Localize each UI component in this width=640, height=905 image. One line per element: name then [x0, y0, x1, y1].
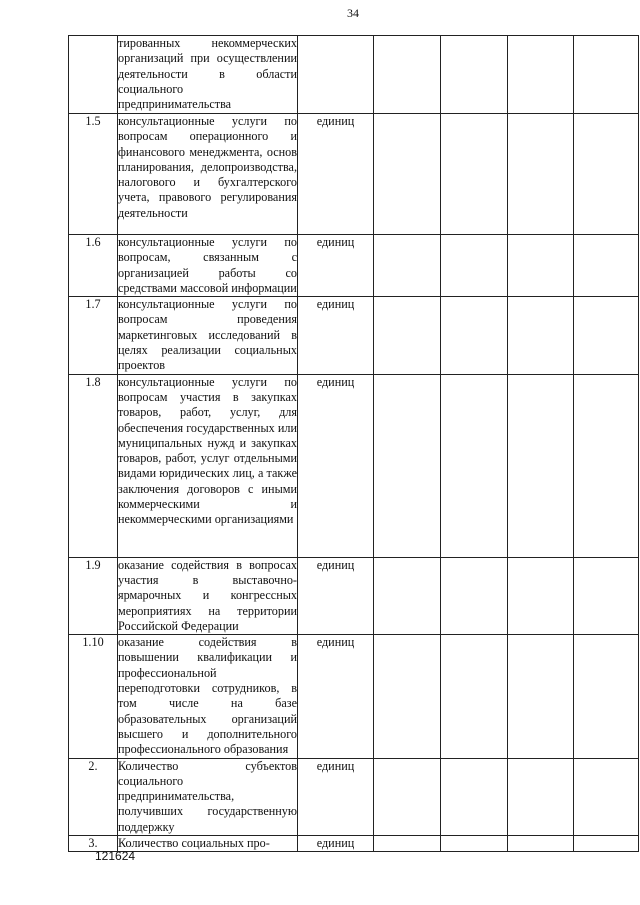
empty-cell: [574, 297, 639, 374]
empty-cell: [374, 836, 441, 852]
table-row: [69, 235, 639, 297]
data-table: [68, 35, 639, 852]
empty-cell: [574, 758, 639, 835]
row-unit: единиц: [298, 114, 374, 235]
table-row: [69, 374, 639, 557]
row-description: Количество социальных про-: [118, 836, 298, 852]
table-row: [69, 36, 639, 114]
table-row: [69, 114, 639, 235]
empty-cell: [574, 36, 639, 114]
row-number: 1.10: [69, 635, 118, 758]
empty-cell: [374, 374, 441, 557]
empty-cell: [574, 635, 639, 758]
empty-cell: [441, 235, 508, 297]
empty-cell: [508, 114, 574, 235]
row-unit: единиц: [298, 836, 374, 852]
row-description: консультационные услуги по вопросам проведения маркетинговых исследований в целях реализации социальных проектов: [118, 297, 297, 373]
row-unit: единиц: [298, 297, 374, 374]
empty-cell: [508, 374, 574, 557]
table-row: [69, 758, 639, 835]
row-description: оказание содействия в повышении квалификации и профессиональной переподготовки сотрудников, в том числе на базе образовательных организаций высшего и дополнительного профессионального образования: [118, 635, 297, 757]
document-code: 121624: [95, 849, 136, 863]
empty-cell: [374, 297, 441, 374]
empty-cell: [508, 635, 574, 758]
table-row: [69, 297, 639, 374]
empty-cell: [441, 836, 508, 852]
row-unit: единиц: [298, 235, 374, 297]
empty-cell: [441, 114, 508, 235]
row-unit: единиц: [298, 635, 374, 758]
row-description: консультационные услуги по вопросам, связанным с организацией работы со средствами массовой информации: [118, 235, 297, 295]
row-number: 1.6: [69, 235, 118, 297]
row-number: 3.: [69, 836, 118, 852]
empty-cell: [508, 557, 574, 634]
row-description: Количество субъектов социального предпринимательства, получивших государственную поддержку: [118, 758, 297, 834]
empty-cell: [508, 297, 574, 374]
row-number: [69, 36, 118, 114]
row-unit: [298, 36, 374, 114]
row-description: консультационные услуги по вопросам операционного и финансового менеджмента, основ планирования, делопроизводства, налогового и бухгалтерского учета, правового регулирования деятельности: [118, 114, 298, 235]
row-number: 1.9: [69, 557, 118, 634]
empty-cell: [374, 758, 441, 835]
page-number: 34: [347, 6, 359, 20]
row-description: оказание содействия в вопросах участия в выставочно-ярмарочных и конгрессных мероприятиях на территории Российской Федерации: [118, 557, 297, 633]
empty-cell: [441, 557, 508, 634]
row-description: консультационные услуги по вопросам участия в закупках товаров, работ, услуг, для обеспечения государственных или муниципальных нужд и закупках товаров, работ, услуг отдельными видами юридических лиц, а также заключения договоров с иными коммерческими и некоммерческими организациями: [118, 374, 298, 557]
table-row: [69, 836, 639, 852]
empty-cell: [574, 557, 639, 634]
table-row: [69, 557, 639, 634]
empty-cell: [508, 235, 574, 297]
empty-cell: [574, 836, 639, 852]
row-unit: единиц: [298, 374, 374, 557]
row-unit: единиц: [298, 758, 374, 835]
empty-cell: [574, 114, 639, 235]
row-description: тированных некоммерческих организаций при осуществлении деятельности в области социального предпринимательства: [118, 36, 298, 114]
empty-cell: [441, 297, 508, 374]
empty-cell: [441, 374, 508, 557]
row-number: 1.5: [69, 114, 118, 235]
row-number: 1.8: [69, 374, 118, 557]
empty-cell: [574, 374, 639, 557]
empty-cell: [508, 758, 574, 835]
empty-cell: [508, 36, 574, 114]
empty-cell: [574, 235, 639, 297]
empty-cell: [374, 635, 441, 758]
empty-cell: [441, 758, 508, 835]
row-number: 1.7: [69, 297, 118, 374]
empty-cell: [374, 114, 441, 235]
empty-cell: [441, 36, 508, 114]
row-number: 2.: [69, 758, 118, 835]
empty-cell: [441, 635, 508, 758]
empty-cell: [374, 235, 441, 297]
empty-cell: [374, 557, 441, 634]
row-unit: единиц: [298, 557, 374, 634]
empty-cell: [374, 36, 441, 114]
empty-cell: [508, 836, 574, 852]
table-row: [69, 635, 639, 758]
